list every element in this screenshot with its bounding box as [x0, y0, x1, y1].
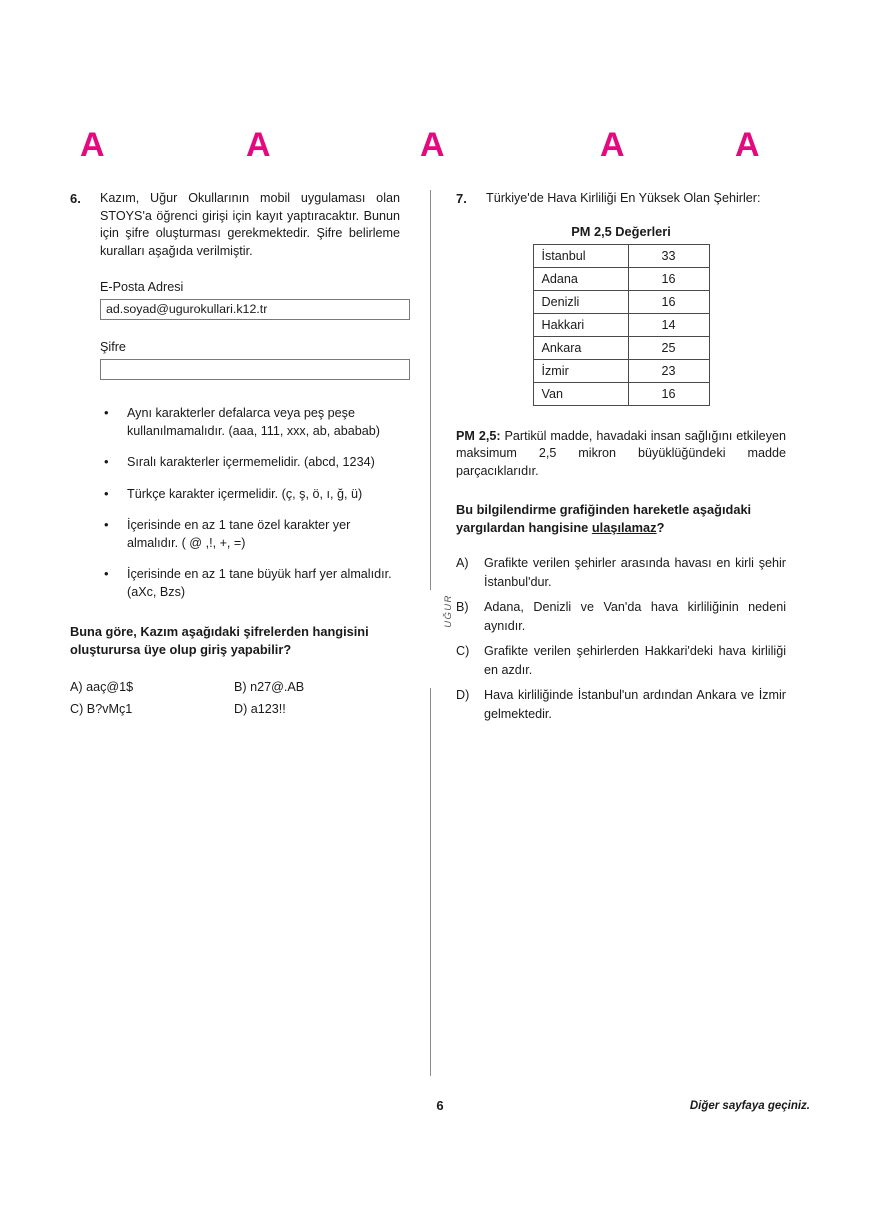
- table-row: [533, 267, 709, 290]
- question-7-prompt-emphasis: ulaşılamaz: [591, 519, 657, 535]
- pm-table-wrapper: [456, 244, 786, 406]
- pm-definition-note: [456, 428, 786, 481]
- choice-d[interactable]: [456, 686, 786, 724]
- table-cell-value: 16: [628, 382, 709, 405]
- choice-b[interactable]: [456, 598, 786, 636]
- list-item: • İçerisinde en az 1 tane büyük harf yer almalıdır. (aXc, Bzs): [100, 566, 400, 601]
- table-cell-city: Adana: [533, 267, 628, 290]
- choice-text: Hava kirliliğinde İstanbul'un ardından Ankara ve İzmir gelmektedir.: [484, 688, 786, 721]
- choice-c[interactable]: C) B?vMç1: [70, 702, 133, 716]
- table-cell-value: 25: [628, 336, 709, 359]
- column-divider-upper: [430, 190, 431, 590]
- password-signup-form: [100, 279, 400, 380]
- page-number: 6: [436, 1098, 444, 1113]
- question-6-prompt: Buna göre, Kazım aşağıdaki şifrelerden hangisini oluşturursa üye olup giriş yapabilir?: [70, 624, 369, 657]
- booklet-type-marker: A: [735, 126, 760, 164]
- choice-letter: A): [456, 556, 469, 570]
- column-divider-lower: [430, 688, 431, 1076]
- pm-table-title: PM 2,5 Değerleri: [571, 223, 671, 239]
- choice-c[interactable]: [456, 642, 786, 680]
- exam-booklet-marker-row: [0, 126, 880, 166]
- table-row: [533, 313, 709, 336]
- table-cell-value: 23: [628, 359, 709, 382]
- booklet-type-marker: A: [80, 126, 105, 164]
- table-cell-city: Van: [533, 382, 628, 405]
- list-item: • Sıralı karakterler içermemelidir. (abcd, 1234): [100, 454, 400, 472]
- table-cell-city: Ankara: [533, 336, 628, 359]
- password-field[interactable]: [100, 359, 410, 380]
- table-row: [533, 382, 709, 405]
- table-row: [533, 244, 709, 267]
- choice-a[interactable]: [456, 554, 786, 592]
- table-cell-value: 16: [628, 267, 709, 290]
- list-item: • Aynı karakterler defalarca veya peş peşe kullanılmamalıdır. (aaa, 111, xxx, ab, ababab): [100, 405, 400, 440]
- question-7-number: 7.: [456, 191, 467, 206]
- table-cell-value: 16: [628, 290, 709, 313]
- left-column: [70, 190, 400, 720]
- booklet-type-marker: A: [420, 126, 445, 164]
- table-cell-value: 33: [628, 244, 709, 267]
- password-rules-list: [100, 405, 400, 601]
- booklet-type-marker: A: [246, 126, 271, 164]
- table-row: [533, 336, 709, 359]
- question-7-prompt: [456, 501, 786, 536]
- table-cell-city: Denizli: [533, 290, 628, 313]
- question-6-stem: Kazım, Uğur Okullarının mobil uygulaması olan STOYS'a öğrenci girişi için kayıt yaptıracaktır. Bunun için şifre oluşturması gerekmektedir. Şifre belirleme kuralları aşağıda verilmiştir.: [100, 191, 400, 258]
- footer-note: Diğer sayfaya geçiniz.: [689, 1100, 810, 1112]
- booklet-type-marker: A: [600, 126, 625, 164]
- table-cell-value: 14: [628, 313, 709, 336]
- choice-letter: B): [456, 600, 469, 614]
- question-7: [456, 190, 786, 208]
- right-column: [456, 190, 786, 730]
- password-field-label: Şifre: [100, 340, 126, 354]
- question-6: [70, 190, 400, 260]
- choice-letter: C): [456, 644, 470, 658]
- email-field-label: E-Posta Adresi: [100, 280, 184, 294]
- choice-b[interactable]: B) n27@.AB: [234, 680, 305, 694]
- table-cell-city: İstanbul: [533, 244, 628, 267]
- question-6-number: 6.: [70, 191, 81, 206]
- table-cell-city: Hakkari: [533, 313, 628, 336]
- choice-d[interactable]: D) a123!!: [234, 702, 286, 716]
- question-7-prompt-prefix: Bu bilgilendirme grafiğinden hareketle aşağıdaki yargılardan hangisine: [456, 502, 752, 535]
- question-7-stem: Türkiye'de Hava Kirliliği En Yüksek Olan Şehirler:: [486, 191, 761, 205]
- pm-definition-text: Partikül madde, havadaki insan sağlığını etkileyen maksimum 2,5 mikron büyüklüğündeki madde parçacıklarıdır.: [456, 428, 786, 478]
- email-field[interactable]: ad.soyad@ugurokullari.k12.tr: [100, 299, 410, 320]
- list-item: • Türkçe karakter içermelidir. (ç, ş, ö, ı, ğ, ü): [100, 486, 400, 504]
- publisher-spine-label: UĞUR: [443, 594, 454, 628]
- pm-values-table: [533, 244, 710, 406]
- pm-definition-term: PM 2,5:: [456, 428, 501, 443]
- form-spacer: [100, 320, 400, 339]
- question-7-choices: [456, 554, 786, 724]
- table-row: [533, 359, 709, 382]
- list-item: • İçerisinde en az 1 tane özel karakter yer almalıdır. ( @ ,!, +, =): [100, 517, 400, 552]
- table-row: [533, 290, 709, 313]
- question-7-prompt-suffix: ?: [656, 519, 665, 535]
- choice-a[interactable]: A) aaç@1$: [70, 680, 134, 694]
- choice-text: Adana, Denizli ve Van'da hava kirliliğinin nedeni aynıdır.: [484, 600, 786, 633]
- choice-letter: D): [456, 688, 470, 702]
- table-cell-city: İzmir: [533, 359, 628, 382]
- choice-text: Grafikte verilen şehirler arasında havası en kirli şehir İstanbul'dur.: [484, 556, 786, 589]
- choice-text: Grafikte verilen şehirlerden Hakkari'deki hava kirliliği en azdır.: [484, 644, 786, 677]
- question-6-choices: [70, 676, 400, 720]
